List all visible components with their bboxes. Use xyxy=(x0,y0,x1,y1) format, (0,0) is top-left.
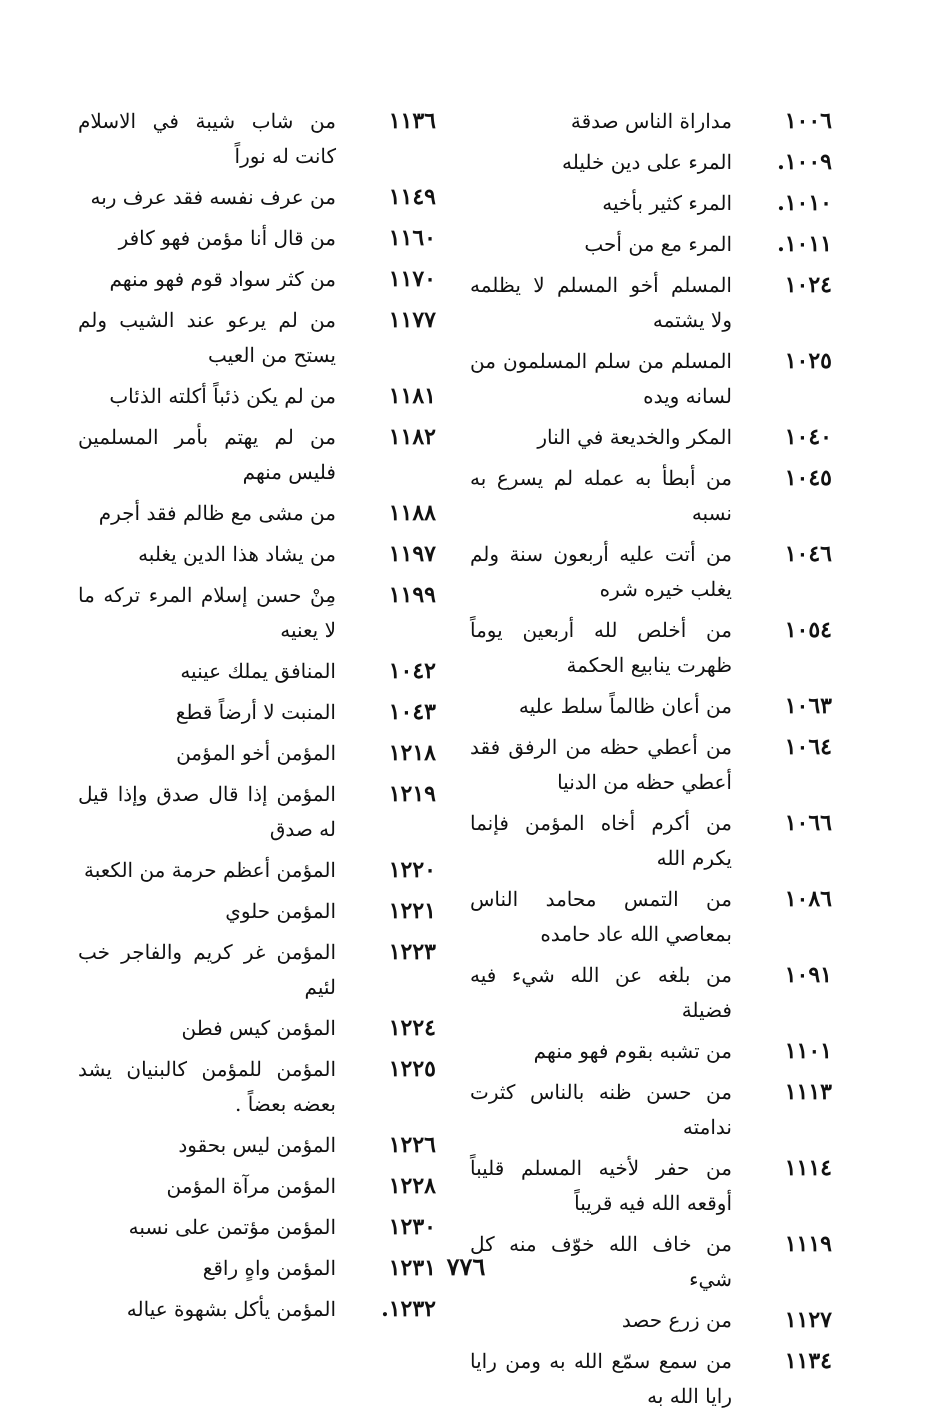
index-entry xyxy=(78,1292,436,1327)
index-entry xyxy=(78,1169,436,1204)
index-entry xyxy=(78,777,436,847)
entry-number: ١٠٤٢ xyxy=(388,658,436,684)
index-entry xyxy=(78,853,436,888)
entry-number: ١٠٠٦ xyxy=(784,108,832,134)
index-entry xyxy=(78,894,436,929)
entry-text: المؤمن مؤتمن على نسبه xyxy=(128,1215,336,1239)
entry-number: ١١٠١ xyxy=(784,1038,832,1064)
entry-number: ١٢١٨ xyxy=(388,740,436,766)
entry-text: المؤمن كيس فطن xyxy=(181,1016,336,1040)
entry-text: من أتت عليه أربعون سنة ولم يغلب خيره شره xyxy=(470,542,732,601)
entry-number: ١١١٣ xyxy=(784,1079,832,1105)
entry-text: من مشى مع ظالم فقد أجرم xyxy=(98,501,336,525)
index-entry xyxy=(470,227,832,262)
entry-number: ١٢٣٠ xyxy=(388,1214,436,1240)
index-entry xyxy=(470,958,832,1028)
entry-number: ١٠٤٣ xyxy=(388,699,436,725)
entry-text: مداراة الناس صدقة xyxy=(570,109,732,133)
entry-text: من زرع حصد xyxy=(621,1308,732,1332)
entry-number: ١٢٢٨ xyxy=(388,1173,436,1199)
entry-text: المؤمن أخو المؤمن xyxy=(176,741,336,765)
index-entry xyxy=(470,104,832,139)
entry-text: المرء كثير بأخيه xyxy=(602,191,732,215)
entry-text: المؤمن أعظم حرمة من الكعبة xyxy=(84,858,336,882)
entry-text: من أعطي حظه من الرفق فقد أعطي حظه من الدنيا xyxy=(470,735,732,794)
page-number: ٧٧٦ xyxy=(446,1252,486,1281)
entry-text: من حفر لأخيه المسلم قليباً أوقعه الله فيه قريباً xyxy=(470,1156,732,1215)
index-entry xyxy=(78,496,436,531)
index-entry xyxy=(470,806,832,876)
entry-number: ١١٩٧ xyxy=(388,541,436,567)
entry-number: ١١٤٩ xyxy=(388,184,436,210)
entry-text: من حسن ظنه بالناس كثرت ندامته xyxy=(470,1080,732,1139)
entry-text: من يشاد هذا الدين يغلبه xyxy=(138,542,336,566)
index-entry xyxy=(78,695,436,730)
entry-number: ١٠٦٣ xyxy=(784,693,832,719)
entry-text: المرء على دين خليله xyxy=(561,150,732,174)
entry-text: من خاف الله خوّف منه كل شيء xyxy=(470,1232,732,1291)
index-entry xyxy=(470,186,832,221)
entry-number: ١١٩٩ xyxy=(388,582,436,608)
entry-text: مِنْ حسن إسلام المرء تركه ما لا يعنيه xyxy=(78,583,336,642)
entry-number: ١١٨٨ xyxy=(388,500,436,526)
entry-number: ١١٨٢ xyxy=(388,424,436,450)
entry-number: ١٠٢٥ xyxy=(784,348,832,374)
entry-text: المؤمن واهٍ راقع xyxy=(202,1256,336,1280)
index-entry xyxy=(78,180,436,215)
entry-text: المؤمن حلوي xyxy=(225,899,336,923)
entry-number: ١٠٤٦ xyxy=(784,541,832,567)
entry-text: من شاب شيبة في الاسلام كانت له نوراً xyxy=(78,109,336,168)
entry-number: ١١٨١ xyxy=(388,383,436,409)
entry-text: من تشبه بقوم فهو منهم xyxy=(533,1039,732,1063)
entry-number: ١٠٨٦ xyxy=(784,886,832,912)
entry-number: ١٢٢٠ xyxy=(388,857,436,883)
entry-text: المرء مع من أحب xyxy=(584,232,732,256)
index-entry xyxy=(78,1011,436,1046)
entry-number: ١١٣٦ xyxy=(388,108,436,134)
index-entry xyxy=(470,268,832,338)
index-entry xyxy=(470,461,832,531)
index-entry xyxy=(78,1210,436,1245)
entry-number: ١٠٢٤ xyxy=(784,272,832,298)
entry-text: من كثر سواد قوم فهو منهم xyxy=(109,267,336,291)
entry-text: المؤمن يأكل بشهوة عياله xyxy=(126,1297,336,1321)
index-entry xyxy=(470,1344,832,1414)
index-entry xyxy=(470,145,832,180)
entry-number: ١٢١٩ xyxy=(388,781,436,807)
entry-number: ١١١٤ xyxy=(784,1155,832,1181)
index-entry xyxy=(78,379,436,414)
index-entry xyxy=(78,420,436,490)
entry-text: المسلم من سلم المسلمون من لسانه ويده xyxy=(470,349,732,408)
entry-number: ١٢٣١ xyxy=(388,1255,436,1281)
entry-text: من سمع سمّع الله به ومن رايا رايا الله به xyxy=(470,1349,732,1408)
index-entry xyxy=(78,935,436,1005)
entry-number: ١٠٩١ xyxy=(784,962,832,988)
entry-text: من لم يهتم بأمر المسلمين فليس منهم xyxy=(78,425,336,484)
entry-number: ١٠٠٩. xyxy=(777,149,832,175)
entry-number: ١٢٢٦ xyxy=(388,1132,436,1158)
entry-text: من التمس محامد الناس بمعاصي الله عاد حامده xyxy=(470,887,732,946)
index-entry xyxy=(470,1034,832,1069)
entry-text: المؤمن للمؤمن كالبنيان يشد بعضه بعضاً . xyxy=(78,1057,336,1116)
index-entry xyxy=(78,1052,436,1122)
entry-text: من أخلص لله أربعين يوماً ظهرت ينابيع الحكمة xyxy=(470,618,732,677)
entry-number: ١٠٦٦ xyxy=(784,810,832,836)
entry-number: ١١٦٠ xyxy=(388,225,436,251)
entry-text: من أكرم أخاه المؤمن فإنما يكرم الله xyxy=(470,811,732,870)
index-entry xyxy=(470,1303,832,1338)
entry-text: من أبطأ به عمله لم يسرع به نسبه xyxy=(470,466,732,525)
entry-number: ١١١٩ xyxy=(784,1231,832,1257)
index-entry xyxy=(470,882,832,952)
entry-text: من بلغه عن الله شيء فيه فضيلة xyxy=(470,963,732,1022)
index-entry xyxy=(78,221,436,256)
entry-text: المؤمن مرآة المؤمن xyxy=(166,1174,336,1198)
index-entry xyxy=(470,1151,832,1221)
entry-text: من لم يرعو عند الشيب ولم يستح من العيب xyxy=(78,308,336,367)
entry-number: ١٠١١. xyxy=(777,231,832,257)
index-entry xyxy=(470,1075,832,1145)
index-entry xyxy=(470,730,832,800)
index-entry xyxy=(78,578,436,648)
entry-text: المنبت لا أرضاً قطع xyxy=(175,700,336,724)
entry-text: من قال أنا مؤمن فهو كافر xyxy=(118,226,336,250)
entry-text: المؤمن غر كريم والفاجر خب لئيم xyxy=(78,940,336,999)
entry-number: ١١٣٤ xyxy=(784,1348,832,1374)
index-entry xyxy=(78,303,436,373)
index-entry xyxy=(78,654,436,689)
entry-number: ١٢٢٥ xyxy=(388,1056,436,1082)
entry-text: من أعان ظالماً سلط عليه xyxy=(518,694,732,718)
entry-number: ١٠٦٤ xyxy=(784,734,832,760)
entry-number: ١٢٢١ xyxy=(388,898,436,924)
entry-number: ١٠١٠. xyxy=(777,190,832,216)
entry-text: المنافق يملك عينيه xyxy=(180,659,336,683)
index-entry xyxy=(78,104,436,174)
entry-number: ١١٧٠ xyxy=(388,266,436,292)
entry-text: المؤمن إذا قال صدق وإذا قيل له صدق xyxy=(78,782,336,841)
left-column xyxy=(78,104,436,1327)
entry-number: ١٢٢٤ xyxy=(388,1015,436,1041)
entry-number: ١٢٣٢. xyxy=(381,1296,436,1322)
index-entry xyxy=(470,537,832,607)
index-entry xyxy=(470,613,832,683)
entry-text: المؤمن ليس بحقود xyxy=(178,1133,336,1157)
index-entry xyxy=(470,420,832,455)
entry-number: ١٢٢٣ xyxy=(388,939,436,965)
index-entry xyxy=(78,262,436,297)
right-column xyxy=(470,104,832,1414)
index-entry xyxy=(470,689,832,724)
index-entry xyxy=(78,736,436,771)
entry-text: المسلم أخو المسلم لا يظلمه ولا يشتمه xyxy=(470,273,732,332)
entry-number: ١٠٥٤ xyxy=(784,617,832,643)
index-entry xyxy=(470,344,832,414)
entry-number: ١١٢٧ xyxy=(784,1307,832,1333)
entry-text: من عرف نفسه فقد عرف ربه xyxy=(90,185,336,209)
entry-number: ١٠٤٥ xyxy=(784,465,832,491)
entry-text: المكر والخديعة في النار xyxy=(537,425,732,449)
entry-number: ١١٧٧ xyxy=(388,307,436,333)
entry-number: ١٠٤٠ xyxy=(784,424,832,450)
index-entry xyxy=(78,1128,436,1163)
index-entry xyxy=(78,537,436,572)
entry-text: من لم يكن ذئباً أكلته الذئاب xyxy=(109,384,336,408)
